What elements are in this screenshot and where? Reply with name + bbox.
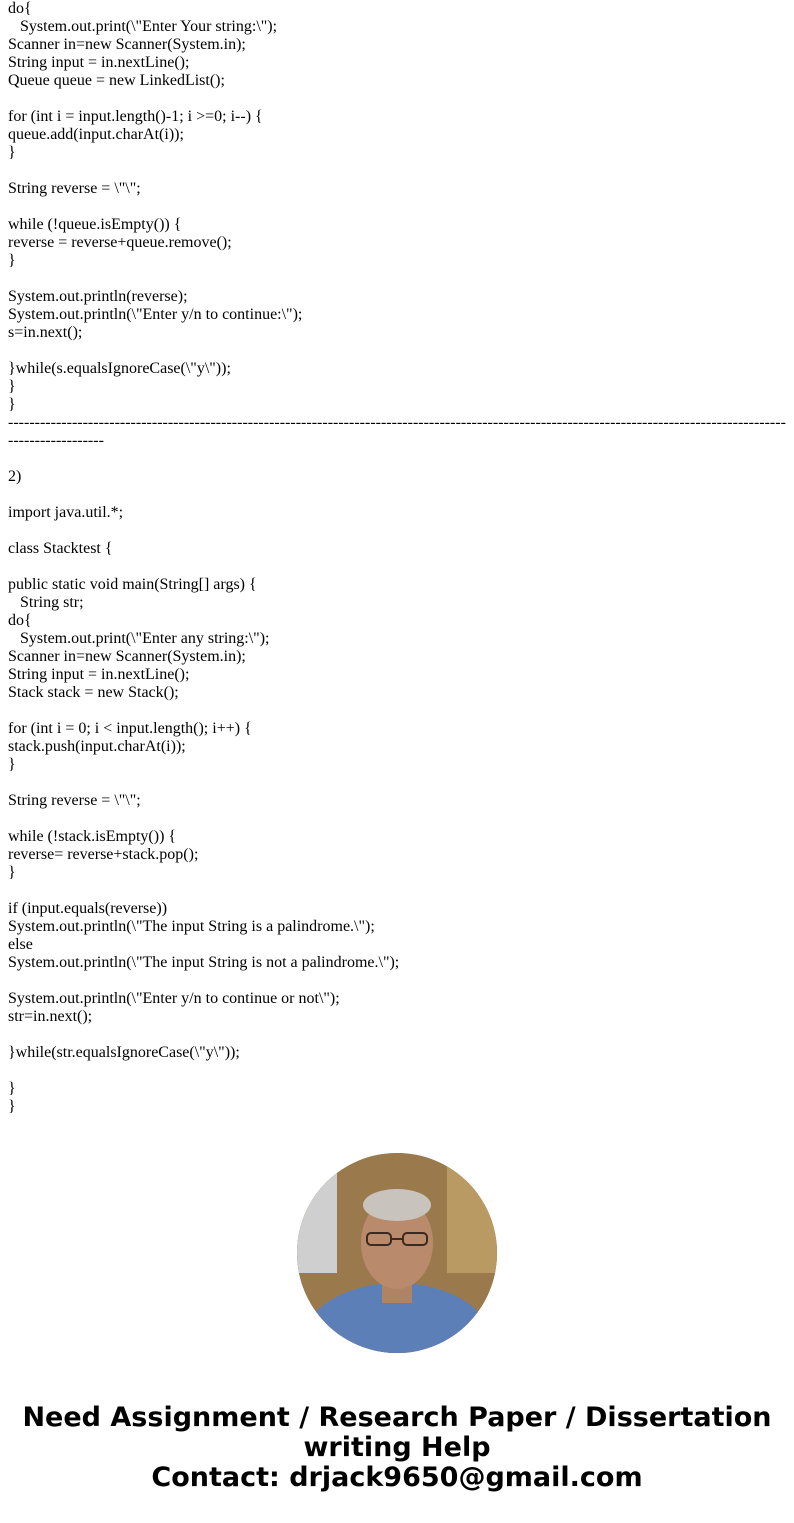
code-line: do{ (8, 0, 32, 17)
code-line: reverse = reverse+queue.remove(); (8, 234, 232, 251)
code-line: public static void main(String[] args) { (8, 576, 257, 593)
code-line: else (8, 936, 33, 953)
code-line: do{ (8, 612, 32, 629)
code-line (8, 198, 788, 216)
code-line: String input = in.nextLine(); (8, 54, 190, 71)
code-line: } (8, 1098, 16, 1115)
code-line: class Stacktest { (8, 540, 113, 557)
code-line: String input = in.nextLine(); (8, 666, 190, 683)
code-line (8, 972, 788, 990)
code-line: stack.push(input.charAt(i)); (8, 738, 186, 755)
code-line: } (8, 252, 16, 269)
code-line: String reverse = \"\"; (8, 792, 141, 809)
code-line (8, 702, 788, 720)
code-line: str=in.next(); (8, 1008, 93, 1025)
code-line: String reverse = \"\"; (8, 180, 141, 197)
code-line (8, 810, 788, 828)
code-line: while (!stack.isEmpty()) { (8, 828, 177, 845)
code-line (8, 882, 788, 900)
code-line: } (8, 378, 16, 395)
code-line (8, 162, 788, 180)
code-line (8, 522, 788, 540)
spacer (8, 486, 788, 504)
code-line: if (input.equals(reverse)) (8, 900, 168, 917)
code-line: Queue queue = new LinkedList(); (8, 72, 225, 89)
code-line: } (8, 1080, 16, 1097)
code-line: System.out.println(reverse); (8, 288, 188, 305)
code-line: String str; (8, 594, 84, 611)
code-line (8, 558, 788, 576)
code-line: } (8, 396, 16, 413)
code-line: }while(s.equalsIgnoreCase(\"y\")); (8, 360, 231, 377)
author-avatar (297, 1153, 497, 1353)
code-line: } (8, 864, 16, 881)
code-line: } (8, 144, 16, 161)
code-line: Scanner in=new Scanner(System.in); (8, 648, 246, 665)
code-line: s=in.next(); (8, 324, 83, 341)
code-line: for (int i = input.length()-1; i >=0; i--) { (8, 108, 263, 125)
contact-banner (0, 1403, 794, 1493)
code-line: System.out.print(\"Enter Your string:\"); (8, 18, 278, 35)
code-line: System.out.println(\"The input String is not a palindrome.\"); (8, 954, 400, 971)
code-line: Scanner in=new Scanner(System.in); (8, 36, 246, 53)
code-listing (8, 0, 788, 1116)
code-line: reverse= reverse+stack.pop(); (8, 846, 199, 863)
code-line: Stack stack = new Stack(); (8, 684, 179, 701)
code-line (8, 270, 788, 288)
code-block-stack (8, 504, 788, 1116)
cta-contact-line: Contact: drjack9650@gmail.com (151, 1462, 643, 1493)
code-line (8, 342, 788, 360)
spacer (8, 450, 788, 468)
code-line: } (8, 756, 16, 773)
code-line: while (!queue.isEmpty()) { (8, 216, 182, 233)
code-line: for (int i = 0; i < input.length(); i++) { (8, 720, 252, 737)
code-line (8, 1026, 788, 1044)
section-label: 2) (8, 468, 22, 485)
code-line (8, 774, 788, 792)
cta-line-2: writing Help (303, 1432, 491, 1463)
code-block-queue (8, 0, 788, 414)
code-line: System.out.print(\"Enter any string:\"); (8, 630, 270, 647)
code-line: System.out.println(\"Enter y/n to continue:\"); (8, 306, 303, 323)
code-line: queue.add(input.charAt(i)); (8, 126, 184, 143)
portrait-image (297, 1153, 497, 1353)
divider: -------------------------------------------------------------------------------------------------------------------------------------------------------------------- (8, 414, 786, 449)
code-line: System.out.println(\"Enter y/n to continue or not\"); (8, 990, 340, 1007)
code-line (8, 90, 788, 108)
code-line: import java.util.*; (8, 504, 124, 521)
code-line: }while(str.equalsIgnoreCase(\"y\")); (8, 1044, 240, 1061)
code-line: System.out.println(\"The input String is a palindrome.\"); (8, 918, 375, 935)
cta-line-1: Need Assignment / Research Paper / Dissertation (22, 1402, 772, 1433)
code-line (8, 1062, 788, 1080)
